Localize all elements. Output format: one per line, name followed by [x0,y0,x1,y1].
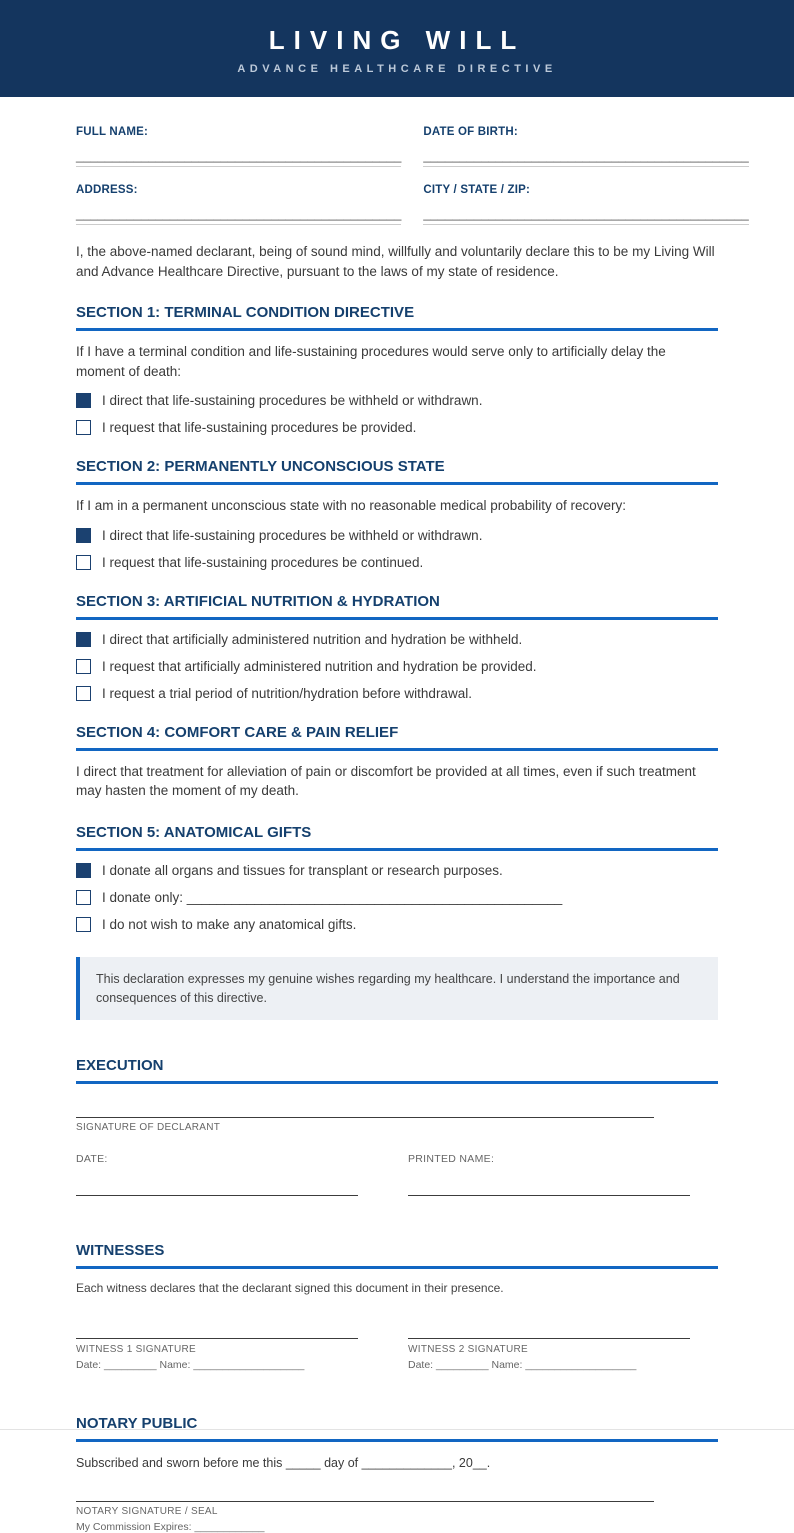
section-title: SECTION 1: TERMINAL CONDITION DIRECTIVE [76,304,718,331]
witness-1-signature-line[interactable] [76,1338,358,1339]
option-row[interactable] [76,659,718,674]
section-options [76,632,718,701]
section-2 [76,458,718,570]
date-label: DATE: [76,1153,108,1166]
witness-2-block [408,1338,690,1371]
notary-signature-line[interactable] [76,1501,654,1502]
notary-section-title: NOTARY PUBLIC [76,1415,718,1442]
section-intro: If I have a terminal condition and life-sustaining procedures would serve only to artificially delay the moment of death: [76,344,666,379]
option-label: I donate all organs and tissues for transplant or research purposes. [102,862,503,878]
option-label: I direct that life-sustaining procedures be withheld or withdrawn. [102,393,483,409]
witnesses-intro: Each witness declares that the declarant signed this document in their presence. [76,1281,504,1296]
option-row[interactable] [76,555,718,570]
witness-2-signature-line[interactable] [408,1338,690,1339]
field-address [76,184,401,225]
option-row[interactable] [76,890,718,905]
option-label: I donate only: __________________________________________________ [102,889,563,905]
option-row[interactable] [76,420,718,435]
option-row[interactable] [76,632,718,647]
city-state-zip-input[interactable]: _____________________________________________ [423,206,748,225]
execution-printed-name-block [408,1153,690,1196]
checkbox-unchecked-icon[interactable] [76,420,91,435]
section-title: SECTION 5: ANATOMICAL GIFTS [76,824,718,851]
checkbox-unchecked-icon[interactable] [76,659,91,674]
field-full-name [76,126,401,167]
section-title: SECTION 2: PERMANENTLY UNCONSCIOUS STATE [76,458,718,485]
personal-info-fields [76,126,749,225]
option-row[interactable] [76,686,718,701]
acknowledgement-note: This declaration expresses my genuine wishes regarding my healthcare. I understand the importance and consequences of this directive. [76,957,718,1021]
directive-sections [76,304,718,932]
option-label: I direct that artificially administered nutrition and hydration be withheld. [102,631,523,647]
declarant-signature-line[interactable] [76,1117,654,1118]
option-row[interactable] [76,917,718,932]
execution-columns [76,1153,690,1196]
field-date-of-birth [423,126,748,167]
section-3 [76,593,718,701]
checkbox-checked-icon[interactable] [76,528,91,543]
checkbox-checked-icon[interactable] [76,863,91,878]
document-body [0,126,794,1533]
option-row[interactable] [76,393,718,408]
declaration-paragraph: I, the above-named declarant, being of sound mind, willfully and voluntarily declare this to be my Living Will and Advance Healthcare Directive, pursuant to the laws of my state of residence. [76,244,715,279]
checkbox-checked-icon[interactable] [76,393,91,408]
option-label: I direct that life-sustaining procedures be withheld or withdrawn. [102,527,483,543]
option-label: I request that life-sustaining procedures be provided. [102,420,417,436]
address-input[interactable]: _____________________________________________ [76,206,401,225]
section-intro: I direct that treatment for alleviation of pain or discomfort be provided at all times, even if such treatment may hasten the moment of my death. [76,763,696,799]
execution-section-title: EXECUTION [76,1057,718,1084]
witness-2-date-name[interactable]: Date: _________ Name: ___________________ [408,1359,637,1372]
section-4 [76,724,718,801]
option-label: I request that life-sustaining procedures be continued. [102,554,424,570]
declarant-signature-caption: SIGNATURE OF DECLARANT [76,1122,221,1134]
section-options [76,863,718,932]
section-1 [76,304,718,435]
document-subtitle: ADVANCE HEALTHCARE DIRECTIVE [237,63,557,75]
witness-1-date-name[interactable]: Date: _________ Name: ___________________ [76,1359,305,1372]
page-bottom-divider [0,1429,794,1430]
section-title: SECTION 3: ARTIFICIAL NUTRITION & HYDRATION [76,593,718,620]
date-line[interactable] [76,1195,358,1196]
witness-1-block [76,1338,358,1371]
notary-signature-caption: NOTARY SIGNATURE / SEAL [76,1506,218,1518]
option-label: I request a trial period of nutrition/hydration before withdrawal. [102,685,472,701]
option-row[interactable] [76,863,718,878]
checkbox-unchecked-icon[interactable] [76,890,91,905]
section-options [76,528,718,570]
witness-1-caption: WITNESS 1 SIGNATURE [76,1344,196,1356]
section-intro: If I am in a permanent unconscious state with no reasonable medical probability of recovery: [76,498,627,514]
checkbox-unchecked-icon[interactable] [76,686,91,701]
full-name-input[interactable]: _____________________________________________ [76,148,401,167]
option-label: I request that artificially administered nutrition and hydration be provided. [102,658,537,674]
option-row[interactable] [76,528,718,543]
printed-name-line[interactable] [408,1195,690,1196]
checkbox-checked-icon[interactable] [76,632,91,647]
notary-statement: Subscribed and sworn before me this _____ day of _____________, 20__. [76,1456,491,1471]
notary-commission-line[interactable]: My Commission Expires: ____________ [76,1521,265,1533]
witnesses-section-title: WITNESSES [76,1242,718,1269]
printed-name-label: PRINTED NAME: [408,1153,495,1166]
witness-2-caption: WITNESS 2 SIGNATURE [408,1344,528,1356]
section-title: SECTION 4: COMFORT CARE & PAIN RELIEF [76,724,718,751]
date-of-birth-input[interactable]: _____________________________________________ [423,148,748,167]
checkbox-unchecked-icon[interactable] [76,555,91,570]
checkbox-unchecked-icon[interactable] [76,917,91,932]
full-name-label: FULL NAME: [76,126,149,138]
city-state-zip-label: CITY / STATE / ZIP: [423,184,531,196]
section-options [76,393,718,435]
execution-date-block [76,1153,358,1196]
option-label: I do not wish to make any anatomical gifts. [102,916,357,932]
witness-columns [76,1338,690,1371]
address-label: ADDRESS: [76,184,138,196]
field-city-state-zip [423,184,748,225]
date-of-birth-label: DATE OF BIRTH: [423,126,518,138]
section-5 [76,824,718,932]
document-title: LIVING WILL [268,25,526,55]
document-header [0,0,794,97]
